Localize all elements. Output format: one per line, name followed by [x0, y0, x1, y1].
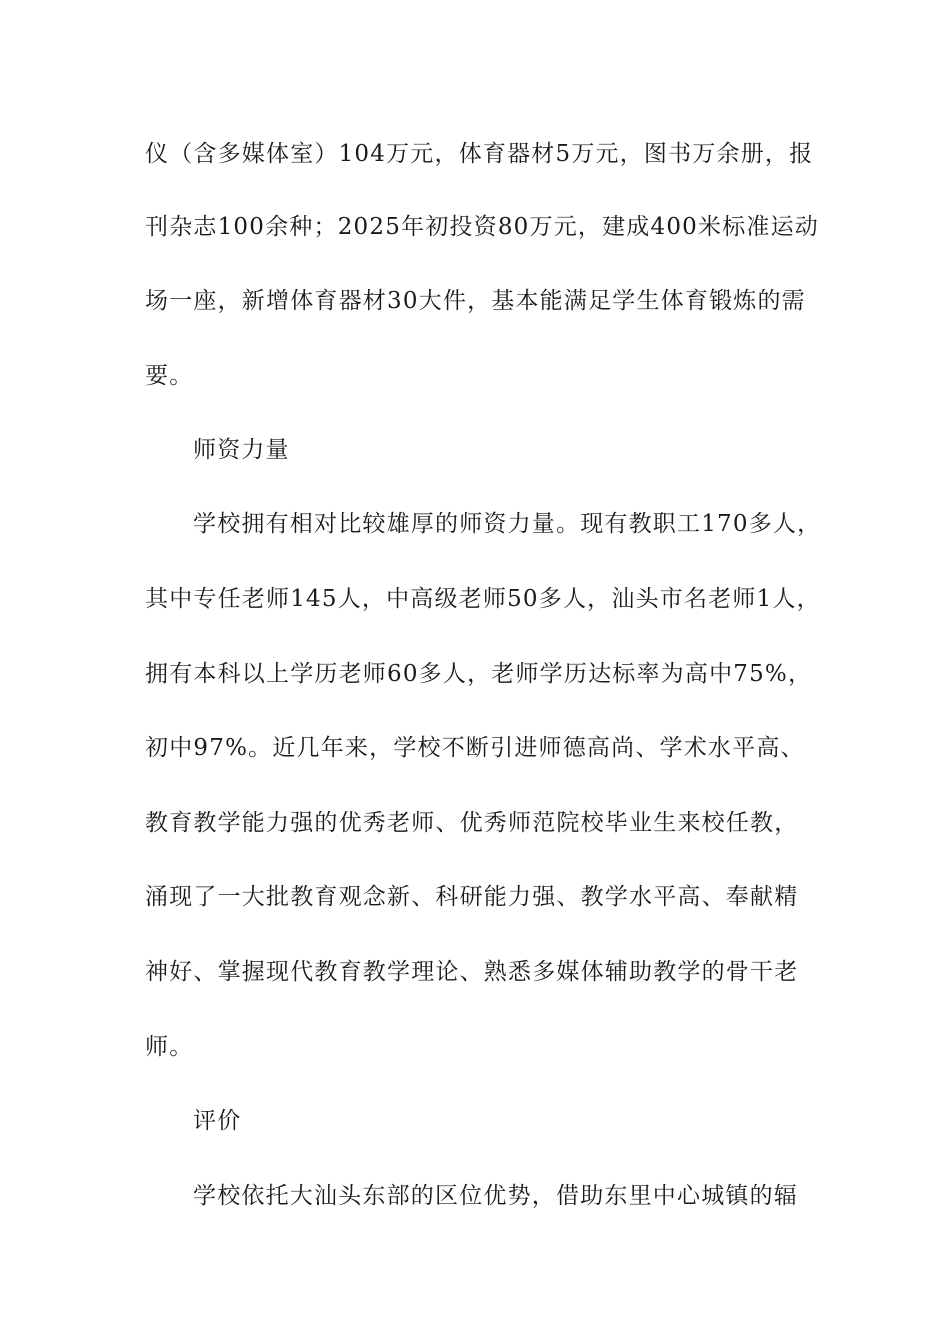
paragraph-line: 场一座，新增体育器材30大件，基本能满足学生体育锻炼的需: [145, 288, 806, 314]
paragraph-line: 教育教学能力强的优秀老师、优秀师范院校毕业生来校任教，: [145, 810, 799, 836]
paragraph-line: 涌现了一大批教育观念新、科研能力强、教学水平高、奉献精: [145, 884, 799, 910]
paragraph-line: 学校拥有相对比较雄厚的师资力量。现有教职工170多人，: [193, 511, 822, 537]
paragraph-line: 师。: [145, 1034, 194, 1060]
paragraph-line: 学校依托大汕头东部的区位优势，借助东里中心城镇的辐: [193, 1183, 798, 1209]
section-heading-teachers: 师资力量: [193, 437, 290, 463]
section-heading-evaluation: 评价: [193, 1108, 242, 1134]
paragraph-line: 仪（含多媒体室）104万元，体育器材5万元，图书万余册，报: [145, 141, 814, 167]
paragraph-line: 刊杂志100余种；2025年初投资80万元，建成400米标准运动: [145, 214, 819, 240]
paragraph-line: 拥有本科以上学历老师60多人，老师学历达标率为高中75%，: [145, 661, 813, 687]
paragraph-line: 神好、掌握现代教育教学理论、熟悉多媒体辅助教学的骨干老: [145, 959, 799, 985]
paragraph-line: 初中97%。近几年来，学校不断引进师德高尚、学术水平高、: [145, 735, 805, 761]
paragraph-line: 其中专任老师145人，中高级老师50多人，汕头市名老师1人，: [145, 586, 821, 612]
paragraph-line: 要。: [145, 363, 194, 389]
